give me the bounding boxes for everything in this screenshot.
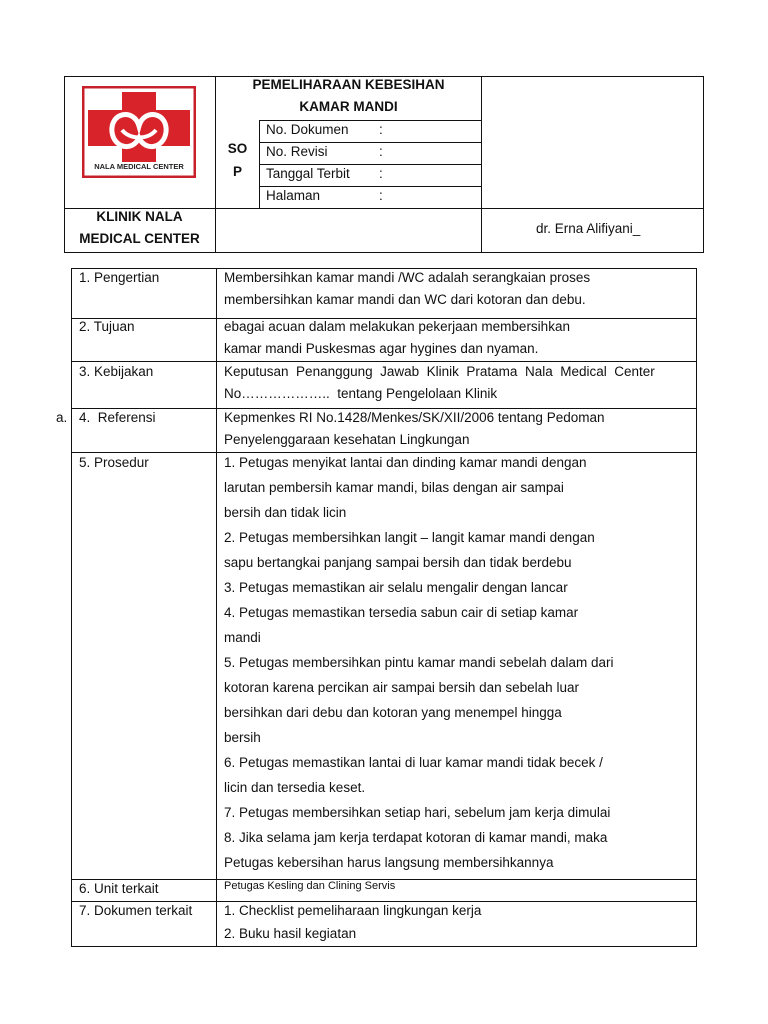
referensi-line: Kepmenkes RI No.1428/Menkes/SK/XII/2006 tentang Pedoman: [224, 410, 605, 425]
field-halaman: Halaman: [266, 188, 321, 203]
pengertian-line: Membersihkan kamar mandi /WC adalah serangkaian proses: [224, 270, 591, 285]
logo-text: NALA MEDICAL CENTER: [94, 162, 184, 171]
dokumen-terkait-line: 2. Buku hasil kegiatan: [224, 926, 357, 941]
clinic-name-line1: KLINIK NALA: [96, 209, 183, 224]
field-no-revisi-sep: :: [379, 144, 383, 159]
field-tanggal-terbit: Tanggal Terbit: [266, 166, 350, 181]
prosedur-line: licin dan tersedia keset.: [224, 780, 366, 795]
kebijakan-line: No……………….. tentang Pengelolaan Klinik: [224, 386, 498, 401]
prosedur-line: 3. Petugas memastikan air selalu mengalir dengan lancar: [224, 580, 568, 595]
referensi-line: Penyelenggaraan kesehatan Lingkungan: [224, 432, 470, 447]
prosedur-line: 1. Petugas menyikat lantai dan dinding kamar mandi dengan: [224, 455, 587, 470]
prosedur-line: bersih: [224, 730, 261, 745]
section-label-prosedur: 5. Prosedur: [79, 455, 149, 470]
tujuan-line: kamar mandi Puskesmas agar hygines dan nyaman.: [224, 341, 539, 356]
field-no-dokumen-sep: :: [379, 122, 383, 137]
section-label-referensi: 4. Referensi: [79, 410, 156, 425]
section-label-unit-terkait: 6. Unit terkait: [79, 881, 159, 896]
prosedur-line: bersihkan dari debu dan kotoran yang menempel hingga: [224, 705, 562, 720]
prosedur-line: sapu bertangkai panjang sampai bersih dan tidak berdebu: [224, 555, 572, 570]
prosedur-line: 4. Petugas memastikan tersedia sabun cair di setiap kamar: [224, 605, 579, 620]
section-label-pengertian: 1. Pengertian: [79, 270, 160, 285]
prosedur-line: mandi: [224, 630, 261, 645]
dokumen-terkait-line: 1. Checklist pemeliharaan lingkungan kerja: [224, 903, 482, 918]
section-label-dokumen-terkait: 7. Dokumen terkait: [79, 903, 193, 918]
field-halaman-sep: :: [379, 188, 383, 203]
prosedur-line: 6. Petugas memastikan lantai di luar kamar mandi tidak becek /: [224, 755, 603, 770]
prosedur-line: bersih dan tidak licin: [224, 505, 347, 520]
unit-terkait-value: Petugas Kesling dan Clining Servis: [224, 880, 396, 892]
section-label-kebijakan: 3. Kebijakan: [79, 364, 154, 379]
tujuan-line: ebagai acuan dalam melakukan pekerjaan membersihkan: [224, 319, 570, 334]
document-title-line2: KAMAR MANDI: [299, 99, 398, 114]
clinic-logo: [82, 86, 196, 178]
pengertian-line: membersihkan kamar mandi dan WC dari kotoran dan debu.: [224, 292, 586, 307]
kebijakan-line: Keputusan Penanggung Jawab Klinik Pratama Nala Medical Center: [224, 364, 655, 379]
field-tanggal-terbit-sep: :: [379, 166, 383, 181]
prosedur-line: 5. Petugas membersihkan pintu kamar mandi sebelah dalam dari: [224, 655, 614, 670]
referensi-marker: a.: [56, 410, 68, 425]
field-no-revisi: No. Revisi: [266, 144, 328, 159]
sop-label-2: P: [232, 164, 242, 179]
clinic-name-line2: MEDICAL CENTER: [79, 231, 200, 246]
prosedur-line: 7. Petugas membersihkan setiap hari, sebelum jam kerja dimulai: [224, 805, 611, 820]
prosedur-line: kotoran karena percikan air sampai bersih dan sebelah luar: [224, 680, 579, 695]
document-title-line1: PEMELIHARAAN KEBESIHAN: [252, 77, 445, 92]
prosedur-line: larutan pembersih kamar mandi, bilas dengan air sampai: [224, 480, 564, 495]
signatory-name: dr. Erna Alifiyani_: [536, 221, 641, 236]
section-label-tujuan: 2. Tujuan: [79, 319, 135, 334]
prosedur-line: 8. Jika selama jam kerja terdapat kotoran di kamar mandi, maka: [224, 830, 608, 845]
sop-label-1: SO: [227, 141, 248, 156]
prosedur-line: Petugas kebersihan harus langsung membersihkannya: [224, 855, 554, 870]
field-no-dokumen: No. Dokumen: [266, 122, 349, 137]
prosedur-line: 2. Petugas membersihkan langit – langit kamar mandi dengan: [224, 530, 595, 545]
